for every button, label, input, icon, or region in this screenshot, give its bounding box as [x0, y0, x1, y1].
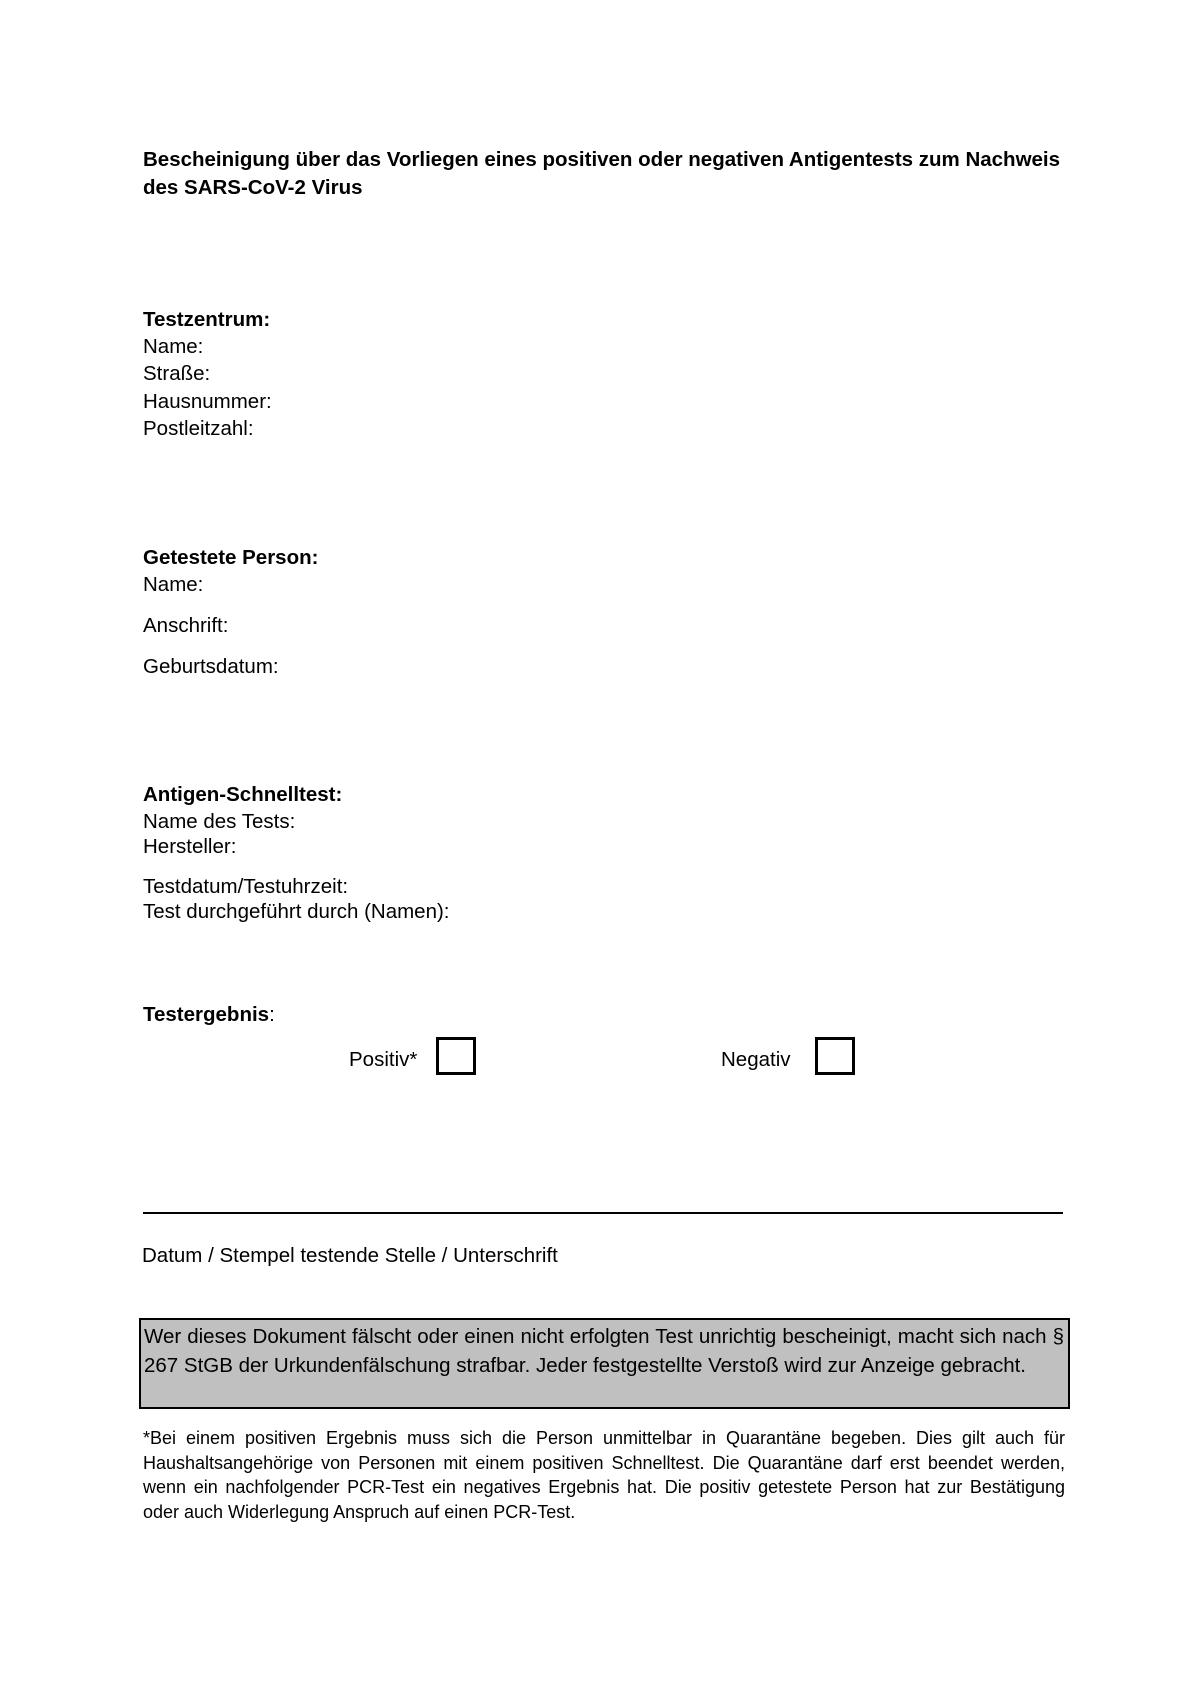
- forgery-warning-box: [139, 1318, 1070, 1409]
- test-center-house-number-label: Hausnummer:: [143, 390, 272, 413]
- negative-label: Negativ: [721, 1048, 791, 1071]
- test-center-postal-code-label: Postleitzahl:: [143, 417, 254, 440]
- rapid-test-performed-by-label: Test durchgeführt durch (Namen):: [143, 900, 450, 923]
- tested-person-address-label: Anschrift:: [143, 614, 229, 637]
- test-center-street-label: Straße:: [143, 362, 211, 385]
- positive-checkbox[interactable]: [436, 1037, 476, 1075]
- tested-person-birthdate-label: Geburtsdatum:: [143, 655, 279, 678]
- rapid-test-heading: Antigen-Schnelltest:: [143, 783, 343, 806]
- test-center-name-label: Name:: [143, 335, 204, 358]
- result-heading: Testergebnis: [143, 1003, 270, 1026]
- rapid-test-manufacturer-label: Hersteller:: [143, 835, 237, 858]
- result-heading-colon: :: [269, 1003, 275, 1026]
- tested-person-heading: Getestete Person:: [143, 546, 319, 569]
- rapid-test-name-label: Name des Tests:: [143, 810, 296, 833]
- result-heading-line: [143, 1001, 275, 1028]
- document-title: Bescheinigung über das Vorliegen eines positiven oder negativen Antigentests zum Nachweis des SARS-CoV-2 Virus: [143, 148, 1061, 199]
- tested-person-name-label: Name:: [143, 573, 204, 596]
- signature-caption: Datum / Stempel testende Stelle / Unterschrift: [142, 1244, 558, 1267]
- negative-checkbox[interactable]: [815, 1037, 855, 1075]
- signature-line: [143, 1212, 1063, 1214]
- test-center-heading: Testzentrum:: [143, 308, 271, 331]
- rapid-test-datetime-label: Testdatum/Testuhrzeit:: [143, 875, 349, 898]
- positive-result-footnote: *Bei einem positiven Ergebnis muss sich die Person unmittelbar in Quarantäne begeben. Dies gilt auch für Haushaltsangehörige von Personen mit einem positiven Schnelltest. Die Quarantäne darf erst beendet werden, wenn ein nachfolgender PCR-Test ein negatives Ergebnis hat. Die positiv getestete Person hat zur Bestätigung oder auch Widerlegung Anspruch auf einen PCR-Test.: [143, 1428, 1065, 1522]
- forgery-warning-text: Wer dieses Dokument fälscht oder einen nicht erfolgten Test unrichtig bescheinigt, macht sich nach § 267 StGB der Urkundenfälschung strafbar. Jeder festgestellte Verstoß wird zur Anzeige gebracht.: [144, 1325, 1064, 1377]
- positive-label: Positiv*: [349, 1048, 418, 1071]
